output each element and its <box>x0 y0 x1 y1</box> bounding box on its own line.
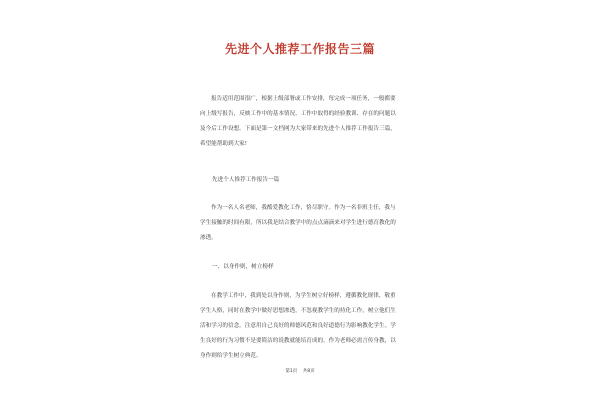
page-number: 第1页 <box>285 369 298 374</box>
subheading: 一、以身作则，树立榜样 <box>212 264 274 270</box>
page-footer <box>0 368 600 374</box>
intro-paragraph: 报告适用范围很广，根据上级部署或工作安排，每完成一项任务，一般都要向上级写报告，反映工作中的基本情况、工作中取得的经验教训、存在的问题以及今后工作设想。下面是第一文档网为大家带来的先进个人推荐工作报告三篇，希望能帮助到大家! <box>200 96 396 147</box>
document-title: 先进个人推荐工作报告三篇 <box>224 42 375 56</box>
section-heading: 先进个人推荐工作报告一篇 <box>212 177 280 183</box>
body-paragraph: 作为一名人名老师，我酷爱教化工作，恪尽职守。作为一名非班主任，我与学生接触的时间有限，所以我是结合教学中的点点滴滴来对学生进行德育教化的渗透。 <box>200 205 396 241</box>
page-total: 共8页 <box>302 369 315 374</box>
body-paragraph: 在教学工作中，我到处以身作则，为学生树立好榜样，遵循教化规律，敬重学生人格，同时在教学中做好思想渗透，不忽视教学生的持化工作，树立他们生活和学习的信念。注意用自己良好的师德风范和良好道德行为影响教化学生。学生良好的行为习惯不是要简洁的说教就能培育成的，作为老师必需言传身教，以身作则给学生树立典范。 <box>200 293 396 359</box>
